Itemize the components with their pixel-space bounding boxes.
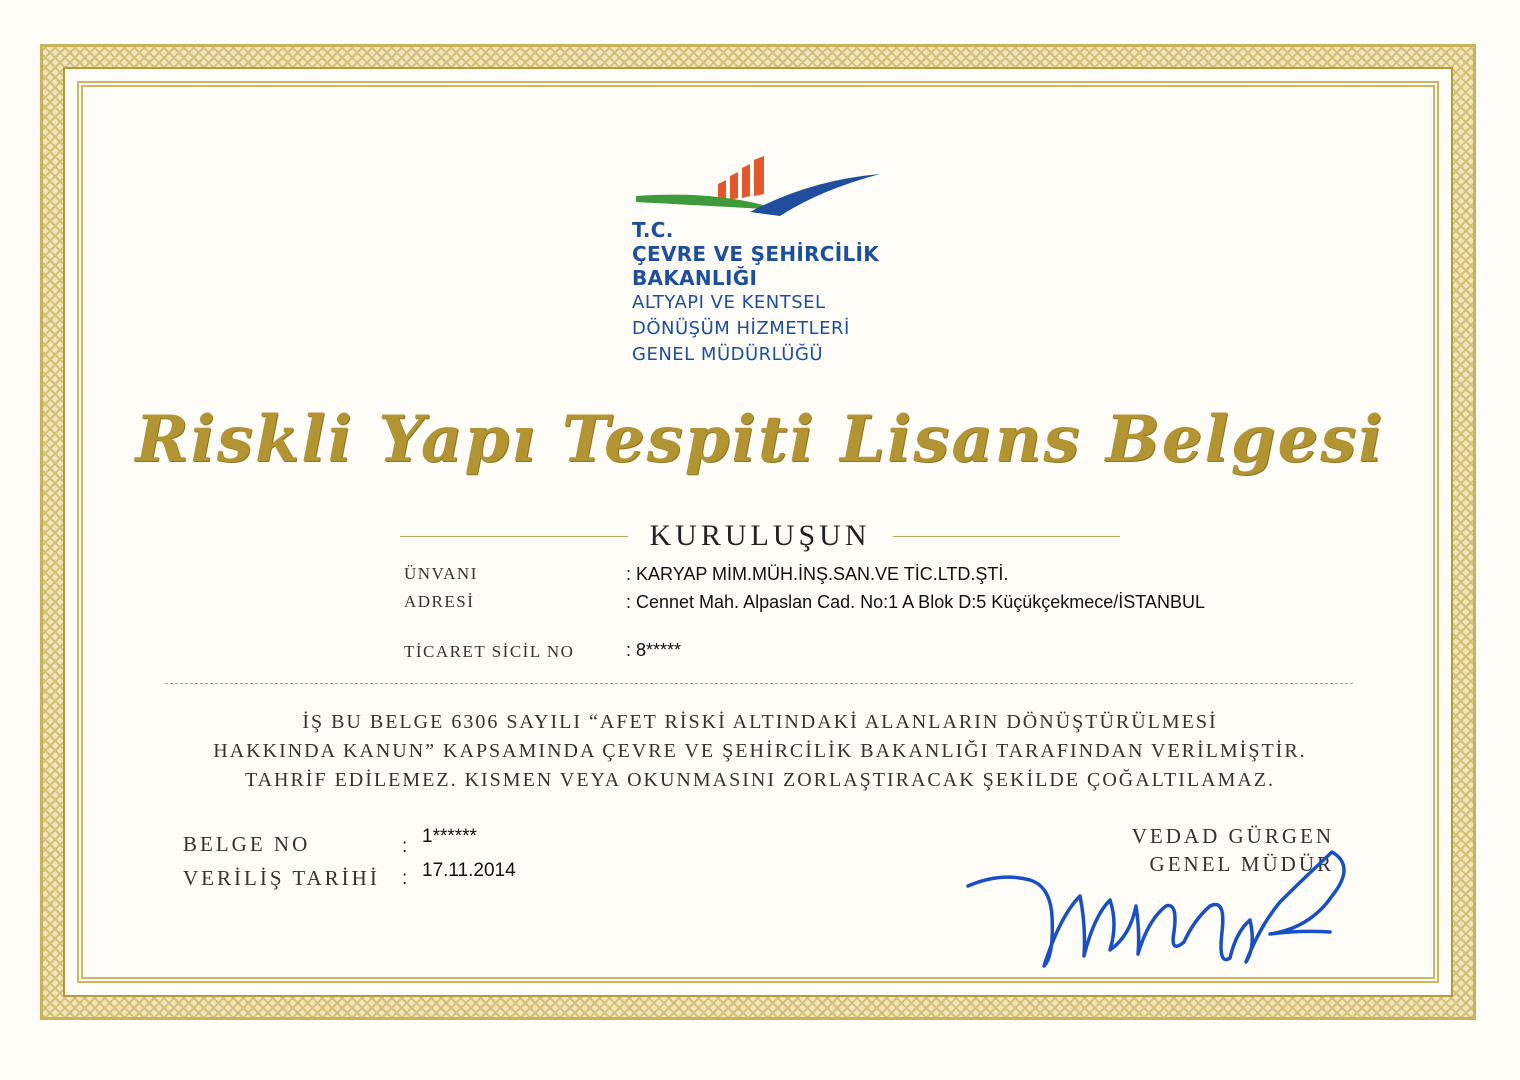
logo-line-bakanlik: BAKANLIĞI bbox=[632, 266, 758, 290]
signature-stroke bbox=[968, 852, 1344, 966]
unvani-label: ÜNVANI bbox=[404, 564, 478, 583]
certificate-title: Riskli Yapı Tespiti Lisans Belgesi bbox=[135, 402, 1385, 477]
verilis-tarihi-value: 17.11.2014 bbox=[422, 860, 516, 881]
signatory-title: GENEL MÜDÜR bbox=[1149, 852, 1334, 876]
verilis-tarihi-label: VERİLİŞ TARİHİ bbox=[183, 866, 380, 890]
heading-rule-right bbox=[893, 536, 1121, 537]
signatory-name: VEDAD GÜRGEN bbox=[1131, 824, 1334, 848]
section-heading: KURULUŞUN bbox=[649, 519, 871, 552]
logo-line-dept-1: ALTYAPI VE KENTSEL bbox=[632, 292, 826, 313]
sicil-value: : 8***** bbox=[626, 640, 682, 660]
legal-notice-line-2: HAKKINDA KANUN” KAPSAMINDA ÇEVRE VE ŞEHİRCİLİK BAKANLIĞI TARAFINDAN VERİLMİŞTİR. bbox=[213, 740, 1307, 762]
adresi-label: ADRESİ bbox=[404, 592, 475, 611]
logo-line-dept-3: GENEL MÜDÜRLÜĞÜ bbox=[632, 344, 824, 365]
section-divider bbox=[165, 683, 1353, 684]
belge-no-value: 1****** bbox=[422, 826, 477, 847]
adresi-value: : Cennet Mah. Alpaslan Cad. No:1 A Blok D:5 Küçükçekmece/İSTANBUL bbox=[626, 592, 1205, 612]
legal-notice bbox=[0, 708, 1520, 795]
legal-notice-line-1: İŞ BU BELGE 6306 SAYILI “AFET RİSKİ ALTINDAKİ ALANLARIN DÖNÜŞTÜRÜLMESİ bbox=[302, 711, 1218, 733]
unvani-value: : KARYAP MİM.MÜH.İNŞ.SAN.VE TİC.LTD.ŞTİ. bbox=[626, 564, 1009, 584]
logo-line-dept-2: DÖNÜŞÜM HİZMETLERİ bbox=[632, 318, 850, 339]
handwritten-signature bbox=[960, 836, 1360, 986]
logo-blue-swoosh bbox=[750, 174, 880, 216]
logo-line-ministry: ÇEVRE VE ŞEHİRCİLİK bbox=[632, 242, 880, 266]
heading-rule-left bbox=[400, 536, 628, 537]
section-heading-row bbox=[400, 518, 1120, 554]
logo-bar-4 bbox=[754, 156, 764, 196]
ministry-logo-text bbox=[632, 218, 879, 368]
sicil-label: TİCARET SİCİL NO bbox=[404, 642, 575, 661]
legal-notice-line-3: TAHRİF EDİLEMEZ. KISMEN VEYA OKUNMASINI ZORLAŞTIRACAK ŞEKİLDE ÇOĞALTILAMAZ. bbox=[244, 769, 1276, 791]
verilis-tarihi-colon: : bbox=[402, 868, 408, 889]
belge-no-colon: : bbox=[402, 836, 408, 857]
belge-no-label: BELGE NO bbox=[183, 832, 311, 856]
logo-bar-2 bbox=[730, 172, 738, 200]
logo-bar-3 bbox=[742, 164, 750, 198]
logo-line-tc: T.C. bbox=[632, 218, 674, 242]
